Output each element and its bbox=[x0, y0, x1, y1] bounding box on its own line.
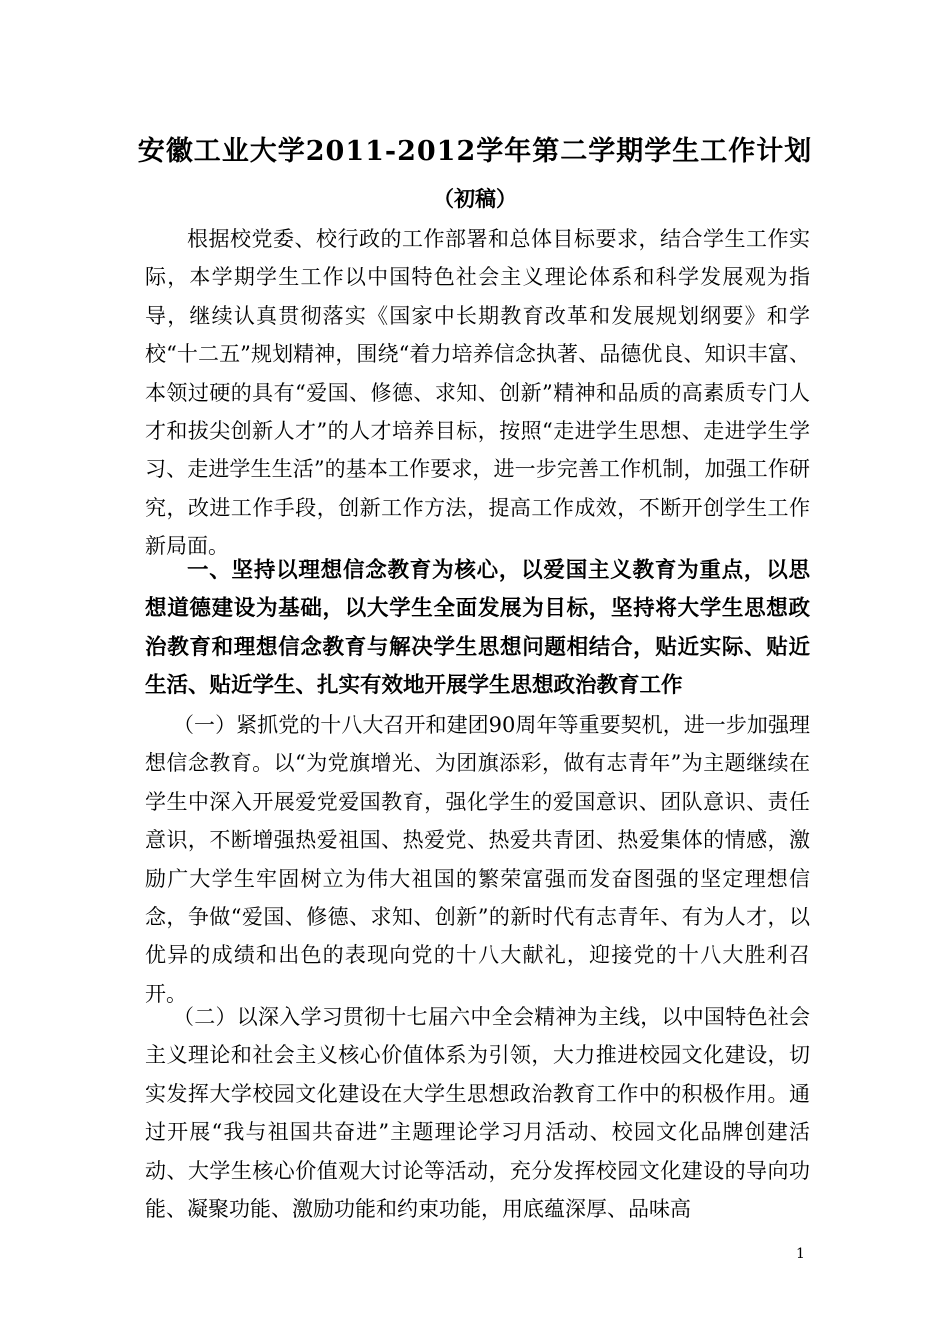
item-paragraph-1: （一）紧抓党的十八大召开和建团90周年等重要契机，进一步加强理想信念教育。以“为党旗增光、为团旗添彩，做有志青年”为主题继续在学生中深入开展爱党爱国教育，强化学生的爱国意识、团队意识、责任意识，不断增强热爱祖国、热爱党、热爱共青团、热爱集体的情感，激励广大学生牢固树立为伟大祖国的繁荣富强而发奋图强的坚定理想信念，争做“爱国、修德、求知、创新”的新时代有志青年、有为人才，以优异的成绩和出色的表现向党的十八大献礼，迎接党的十八大胜利召开。 bbox=[145, 713, 810, 1006]
document-title: 安徽工业大学2011-2012学年第二学期学生工作计划 bbox=[137, 136, 813, 167]
document-subtitle: （初稿） bbox=[433, 186, 517, 211]
page-number: 1 bbox=[796, 1246, 805, 1262]
item-paragraph-2: （二）以深入学习贯彻十七届六中全会精神为主线，以中国特色社会主义理论和社会主义核心价值体系为引领，大力推进校园文化建设，切实发挥大学校园文化建设在大学生思想政治教育工作中的积极作用。通过开展“我与祖国共奋进”主题理论学习月活动、校园文化品牌创建活动、大学生核心价值观大讨论等活动，充分发挥校园文化建设的导向功能、凝聚功能、激励功能和约束功能，用底蕴深厚、品味高 bbox=[145, 1005, 810, 1222]
section-heading-1: 一、坚持以理想信念教育为核心，以爱国主义教育为重点，以思想道德建设为基础，以大学生全面发展为目标，坚持将大学生思想政治教育和理想信念教育与解决学生思想问题相结合，贴近实际、贴近生活、贴近学生、扎实有效地开展学生思想政治教育工作 bbox=[145, 558, 810, 699]
intro-paragraph: 根据校党委、校行政的工作部署和总体目标要求，结合学生工作实际，本学期学生工作以中国特色社会主义理论体系和科学发展观为指导，继续认真贯彻落实《国家中长期教育改革和发展规划纲要》和学校“十二五”规划精神，围绕“着力培养信念执著、品德优良、知识丰富、本领过硬的具有“爱国、修德、求知、创新”精神和品质的高素质专门人才和拔尖创新人才”的人才培养目标，按照“走进学生思想、走进学生学习、走进学生生活”的基本工作要求，进一步完善工作机制，加强工作研究，改进工作手段，创新工作方法，提高工作成效，不断开创学生工作新局面。 bbox=[145, 227, 810, 559]
